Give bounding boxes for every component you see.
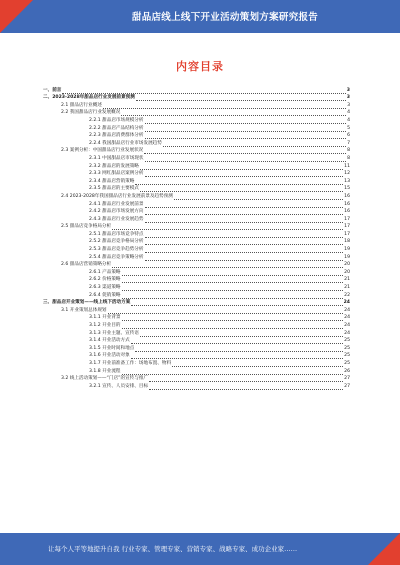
- toc-entry-title: 2.3.5 甜品店的主要模式: [89, 186, 139, 192]
- toc-entry[interactable]: [43, 299, 350, 307]
- toc-entry[interactable]: [43, 223, 350, 231]
- toc-leader-dots: [62, 89, 345, 94]
- toc-entry-title: 2.5.3 甜品店竞争趋势分析: [89, 247, 144, 253]
- toc-entry[interactable]: [43, 132, 350, 140]
- toc-page-number: 5: [347, 125, 350, 131]
- toc-entry-title: 2.3.2 甜品店的发展策略: [89, 163, 139, 169]
- toc-page-number: 17: [344, 231, 350, 237]
- toc-leader-dots: [122, 278, 344, 283]
- toc-page-number: 27: [344, 383, 350, 389]
- toc-entry-title: 2.5.1 甜品店市场竞争特点: [89, 231, 144, 237]
- toc-page-number: 20: [344, 269, 350, 275]
- toc-page-number: 16: [344, 201, 350, 207]
- toc-leader-dots: [145, 218, 344, 223]
- toc-page-number: 24: [344, 315, 350, 321]
- toc-page-number: 26: [344, 368, 350, 374]
- toc-entry[interactable]: [43, 124, 350, 132]
- toc-entry-title: 3.1.6 开业活动对象: [89, 353, 130, 359]
- toc-entry-title: 2.2.3 甜品店消费群体分析: [89, 133, 144, 139]
- toc-leader-dots: [140, 165, 343, 170]
- toc-entry-title: 2.3.3 网红甜品店案例分析: [89, 171, 144, 177]
- toc-page-number: 13: [344, 178, 350, 184]
- toc-page-number: 16: [344, 193, 350, 199]
- toc-page-number: 27: [344, 376, 350, 382]
- toc-page-number: 21: [344, 277, 350, 283]
- table-of-contents: [43, 86, 350, 390]
- toc-entry-title: 2.5.2 甜品店竞争格局分析: [89, 239, 144, 245]
- toc-leader-dots: [149, 377, 343, 382]
- toc-leader-dots: [145, 203, 344, 208]
- toc-leader-dots: [122, 316, 344, 321]
- toc-heading: 内容目录: [176, 60, 224, 73]
- toc-entry[interactable]: [43, 154, 350, 162]
- footer-corner-accent: [368, 533, 400, 565]
- toc-page-number: 12: [344, 171, 350, 177]
- toc-page-number: 24: [344, 307, 350, 313]
- toc-leader-dots: [145, 210, 344, 215]
- toc-leader-dots: [131, 301, 342, 306]
- toc-page-number: 3: [346, 95, 350, 101]
- toc-entry[interactable]: [43, 329, 350, 337]
- toc-entry[interactable]: [43, 101, 350, 109]
- toc-entry[interactable]: [43, 321, 350, 329]
- toc-entry[interactable]: [43, 245, 350, 253]
- toc-entry-title: 2.6.2 价格策略: [89, 277, 121, 283]
- toc-page-number: 8: [347, 155, 350, 161]
- toc-leader-dots: [108, 309, 344, 314]
- toc-entry[interactable]: [43, 352, 350, 360]
- toc-entry-title: 2.3 案例分析：中国甜品店行业发展状况: [61, 148, 144, 154]
- toc-entry[interactable]: [43, 192, 350, 200]
- toc-page-number: 24: [344, 330, 350, 336]
- toc-entry-title: 2.4.2 甜品店市场发展方向: [89, 209, 144, 215]
- toc-page-number: 4: [347, 117, 350, 123]
- toc-entry-title: 3.1.5 开业时间和地点: [89, 345, 135, 351]
- toc-entry-title: 3.1.1 开业背景: [89, 315, 121, 321]
- toc-entry[interactable]: [43, 215, 350, 223]
- toc-leader-dots: [122, 271, 344, 276]
- toc-entry-title: 三、甜品店开业策划——线上线下活动方案: [43, 300, 131, 306]
- toc-page-number: 7: [347, 140, 350, 146]
- toc-entry[interactable]: [43, 314, 350, 322]
- toc-entry-title: 2.2.1 甜品店市场规模分析: [89, 117, 144, 123]
- toc-entry-title: 2.6.4 促销策略: [89, 292, 121, 298]
- toc-entry[interactable]: [43, 359, 350, 367]
- toc-entry-title: 2.2.2 甜品店产品结构分析: [89, 125, 144, 131]
- toc-entry-title: 2.3.4 甜品店营销策略: [89, 178, 135, 184]
- footer-slogan: 让每个人平等地提升自我 行业专家、管理专家、营销专家、战略专家、成功企业家……: [48, 545, 298, 553]
- toc-leader-dots: [172, 362, 343, 367]
- toc-page-number: 25: [344, 338, 350, 344]
- toc-entry[interactable]: [43, 344, 350, 352]
- toc-page-number: 24: [344, 323, 350, 328]
- toc-entry-title: 3.1.4 开业活动方式: [89, 338, 130, 344]
- toc-page-number: 18: [344, 239, 350, 245]
- toc-entry-title: 2.6.1 产品策略: [89, 269, 121, 275]
- toc-page-number: 6: [347, 133, 350, 139]
- toc-entry[interactable]: [43, 116, 350, 124]
- toc-entry[interactable]: [43, 253, 350, 261]
- toc-entry[interactable]: [43, 382, 350, 390]
- toc-leader-dots: [136, 96, 346, 101]
- toc-entry[interactable]: [43, 268, 350, 276]
- toc-leader-dots: [135, 347, 343, 352]
- toc-entry[interactable]: [43, 367, 350, 375]
- toc-leader-dots: [122, 294, 344, 299]
- toc-leader-dots: [131, 339, 343, 344]
- toc-page-number: 24: [343, 300, 350, 306]
- toc-entry-title: 2.6 甜品店营销策略分析: [61, 262, 112, 268]
- toc-entry[interactable]: [43, 147, 350, 155]
- toc-leader-dots: [163, 142, 346, 147]
- toc-entry[interactable]: [43, 306, 350, 314]
- toc-leader-dots: [135, 180, 343, 185]
- toc-entry-title: 3.1.7 开业前准备工作：场地布置、物料: [89, 360, 172, 366]
- toc-leader-dots: [140, 332, 343, 337]
- toc-entry-title: 2.2.4 我国甜品店行业市场发展趋势: [89, 140, 162, 146]
- toc-entry[interactable]: [43, 238, 350, 246]
- toc-page-number: 25: [344, 360, 350, 366]
- toc-entry[interactable]: [43, 139, 350, 147]
- toc-entry-title: 2.3.1 中国甜品店市场现状: [89, 155, 144, 161]
- toc-leader-dots: [145, 248, 344, 253]
- toc-leader-dots: [145, 233, 344, 238]
- page-header: [0, 0, 400, 33]
- toc-leader-dots: [103, 104, 346, 109]
- toc-entry[interactable]: [43, 162, 350, 170]
- toc-entry-title: 一、前言: [43, 87, 62, 93]
- toc-entry-title: 2.5.4 甜品店竞争策略分析: [89, 254, 144, 260]
- toc-page-number: 20: [344, 262, 350, 268]
- toc-page-number: 19: [344, 247, 350, 253]
- toc-entry-title: 2.4 2023-2028年我国甜品店行业发展前景及趋势预测: [61, 193, 173, 199]
- toc-page-number: 15: [344, 186, 350, 192]
- toc-page-number: 3: [347, 102, 350, 108]
- toc-leader-dots: [145, 256, 344, 261]
- toc-entry[interactable]: [43, 283, 350, 291]
- header-corner-accent: [0, 0, 33, 33]
- toc-entry[interactable]: [43, 200, 350, 208]
- toc-page-number: 21: [344, 285, 350, 291]
- toc-page-number: 25: [344, 345, 350, 351]
- toc-entry-title: 2.1 甜品店行业概述: [61, 102, 102, 108]
- toc-leader-dots: [131, 354, 343, 359]
- toc-leader-dots: [122, 286, 344, 291]
- toc-page-number: 25: [344, 353, 350, 359]
- toc-entry-title: 2.4.3 甜品店行业发展趋势: [89, 216, 144, 222]
- toc-leader-dots: [145, 134, 347, 139]
- toc-entry-title: 3.2.1 宣传、人员安排、目标: [89, 383, 149, 389]
- toc-leader-dots: [122, 324, 344, 329]
- toc-page-number: 8: [347, 148, 350, 154]
- toc-entry-title: 2.5 甜品店竞争格局分析: [61, 224, 112, 230]
- toc-leader-dots: [149, 385, 343, 390]
- toc-leader-dots: [121, 111, 346, 116]
- toc-page-number: 4: [347, 110, 350, 116]
- toc-entry-title: 2.4.1 甜品店行业发展前景: [89, 201, 144, 207]
- toc-page-number: 16: [344, 209, 350, 215]
- toc-entry[interactable]: [43, 337, 350, 345]
- toc-leader-dots: [122, 370, 344, 375]
- toc-entry[interactable]: [43, 86, 350, 94]
- toc-entry[interactable]: [43, 170, 350, 178]
- toc-leader-dots: [145, 172, 344, 177]
- toc-entry[interactable]: [43, 291, 350, 299]
- toc-entry[interactable]: [43, 185, 350, 193]
- toc-entry[interactable]: [43, 94, 350, 102]
- toc-entry-title: 2.2 我国甜品店行业发展概况: [61, 110, 121, 116]
- toc-entry[interactable]: [43, 230, 350, 238]
- toc-entry-title: 3.1.2 开业目的: [89, 323, 121, 328]
- toc-entry-title: 二、2023-2028年甜品店行业发展前景预测: [43, 95, 135, 101]
- toc-page-number: 11: [344, 163, 350, 169]
- toc-entry[interactable]: [43, 276, 350, 284]
- toc-leader-dots: [145, 157, 347, 162]
- toc-entry[interactable]: [43, 109, 350, 117]
- toc-page-number: 19: [344, 254, 350, 260]
- toc-leader-dots: [112, 263, 343, 268]
- toc-page-number: 22: [344, 292, 350, 298]
- toc-leader-dots: [112, 225, 343, 230]
- toc-entry-title: 3.1.8 开业流程: [89, 368, 121, 374]
- toc-entry-title: 2.6.3 渠道策略: [89, 285, 121, 291]
- toc-entry[interactable]: [43, 177, 350, 185]
- toc-leader-dots: [174, 195, 343, 200]
- toc-page-number: 3: [346, 87, 350, 93]
- toc-leader-dots: [145, 119, 347, 124]
- toc-entry[interactable]: [43, 375, 350, 383]
- toc-page-number: 17: [344, 216, 350, 222]
- toc-entry-title: 3.1 开业策划总体规划: [61, 307, 107, 313]
- toc-leader-dots: [144, 149, 346, 154]
- toc-entry[interactable]: [43, 261, 350, 269]
- report-title: 甜品店线上线下开业活动策划方案研究报告: [131, 12, 319, 23]
- toc-page-number: 17: [344, 224, 350, 230]
- toc-entry-title: 3.2 线上活动策划——“门店”的宣传与推广: [61, 376, 149, 382]
- toc-entry-title: 3.1.3 开业主题、宣传语: [89, 330, 139, 336]
- toc-leader-dots: [145, 127, 347, 132]
- toc-leader-dots: [140, 187, 343, 192]
- page-footer: [0, 533, 400, 565]
- toc-leader-dots: [145, 240, 344, 245]
- toc-entry[interactable]: [43, 208, 350, 216]
